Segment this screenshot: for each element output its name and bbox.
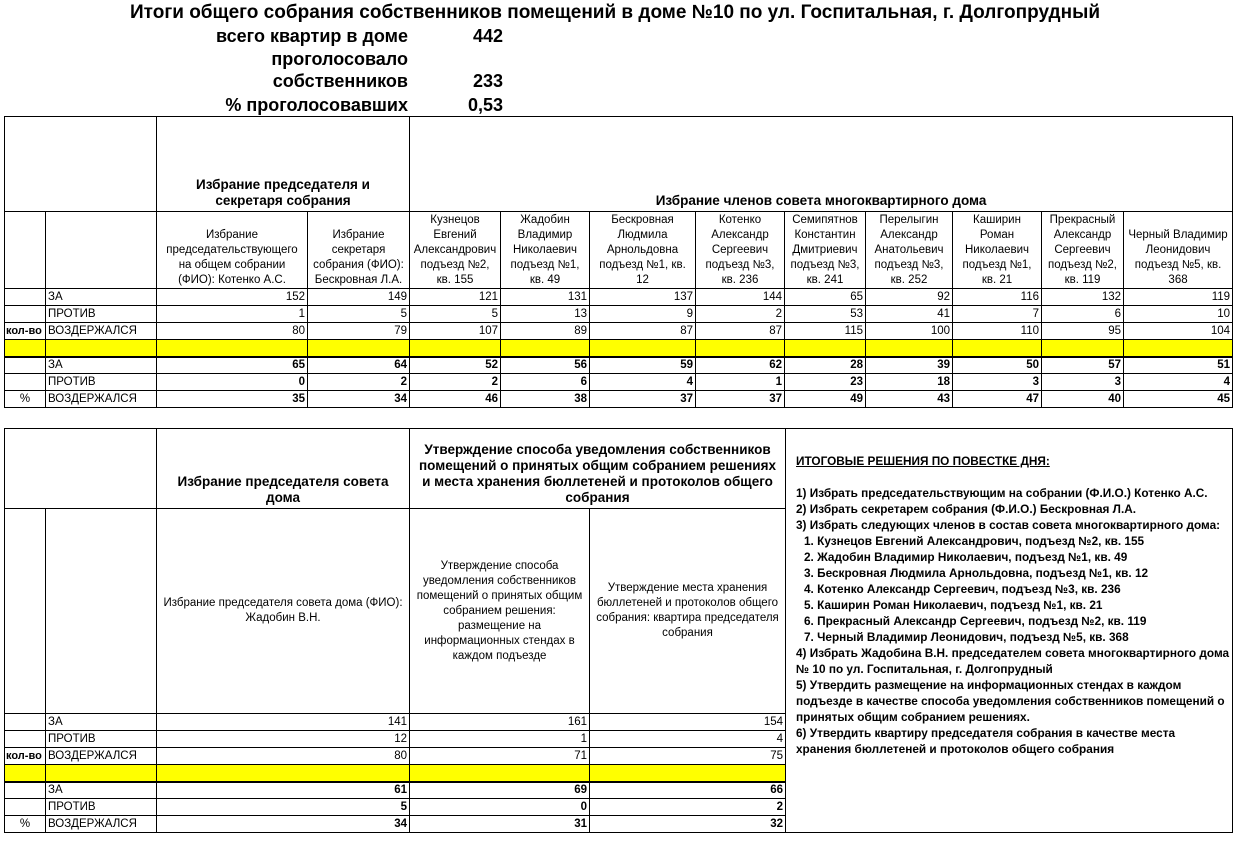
blank-cell [5, 289, 46, 306]
vote-count-cell: 87 [696, 323, 785, 340]
vote-percent-cell: 35 [157, 391, 308, 408]
vote-percent-cell: 37 [696, 391, 785, 408]
vote-percent-cell: 61 [157, 782, 410, 799]
row-label: ЗА [46, 357, 157, 374]
vote-percent-cell: 18 [866, 374, 953, 391]
row-label: ВОЗДЕРЖАЛСЯ [46, 748, 157, 765]
vote-percent-cell: 43 [866, 391, 953, 408]
voting-results-table-1 [4, 116, 1233, 408]
vote-percent-cell: 34 [157, 816, 410, 833]
decision-subitem: 3. Бескровная Людмила Арнольдовна, подъезд №1, кв. 12 [804, 566, 1149, 580]
yellow-cell [5, 765, 46, 782]
decision-item: 3) Избрать следующих членов в состав совета многоквартирного дома: [796, 518, 1221, 532]
vote-count-cell: 5 [410, 306, 501, 323]
column-header: Избрание секретаря собрания (ФИО): Бескровная Л.А. [308, 212, 410, 289]
blank-cell [46, 212, 157, 289]
vote-count-cell: 116 [953, 289, 1042, 306]
vote-count-cell: 1 [157, 306, 308, 323]
vote-count-cell: 5 [308, 306, 410, 323]
vote-percent-cell: 64 [308, 357, 410, 374]
yellow-cell [953, 340, 1042, 357]
yellow-cell [410, 765, 590, 782]
vote-percent-cell: 1 [696, 374, 785, 391]
vote-percent-cell: 4 [1124, 374, 1233, 391]
vote-count-cell: 13 [501, 306, 590, 323]
column-header: Жадобин Владимир Николаевич подъезд №1, кв. 49 [501, 212, 590, 289]
vote-count-cell: 65 [785, 289, 866, 306]
vote-count-cell: 7 [953, 306, 1042, 323]
decision-item: 2) Избрать секретарем собрания (Ф.И.О.) Бескровная Л.А. [796, 502, 1137, 516]
column-header: Кузнецов Евгений Александрович подъезд №2, кв. 155 [410, 212, 501, 289]
vote-count-cell: 115 [785, 323, 866, 340]
yellow-cell [157, 340, 308, 357]
yellow-cell [308, 340, 410, 357]
yellow-cell [501, 340, 590, 357]
blank-cell [5, 731, 46, 748]
column-header: Котенко Александр Сергеевич подъезд №3, кв. 236 [696, 212, 785, 289]
vote-percent-cell: 31 [410, 816, 590, 833]
row-label: ВОЗДЕРЖАЛСЯ [46, 391, 157, 408]
vote-percent-cell: 57 [1042, 357, 1124, 374]
vote-count-cell: 149 [308, 289, 410, 306]
vote-count-cell: 4 [590, 731, 786, 748]
vote-percent-cell: 50 [953, 357, 1042, 374]
vote-percent-cell: 4 [590, 374, 696, 391]
yellow-cell [785, 340, 866, 357]
vote-percent-cell: 69 [410, 782, 590, 799]
vote-count-cell: 6 [1042, 306, 1124, 323]
yellow-cell [1042, 340, 1124, 357]
decision-subitem: 6. Прекрасный Александр Сергеевич, подъезд №2, кв. 119 [804, 614, 1147, 628]
decision-item: 1) Избрать председательствующим на собрании (Ф.И.О.) Котенко А.С. [796, 486, 1208, 500]
vote-count-cell: 104 [1124, 323, 1233, 340]
corner-cell [5, 117, 157, 212]
group-header-council-members: Избрание членов совета многоквартирного дома [410, 117, 1233, 212]
percent-side-label: % [5, 816, 46, 833]
vote-count-cell: 132 [1042, 289, 1124, 306]
yellow-cell [46, 765, 157, 782]
vote-percent-cell: 28 [785, 357, 866, 374]
row-label: ЗА [46, 782, 157, 799]
vote-percent-cell: 2 [590, 799, 786, 816]
blank-cell [5, 799, 46, 816]
count-side-label: кол-во [5, 748, 46, 765]
column-header: Избрание председательствующего на общем собрании (ФИО): Котенко А.С. [157, 212, 308, 289]
voting-results-table-2 [4, 428, 1233, 833]
vote-percent-cell: 23 [785, 374, 866, 391]
column-header: Черный Владимир Леонидович подъезд №5, кв. 368 [1124, 212, 1233, 289]
vote-percent-cell: 3 [953, 374, 1042, 391]
vote-count-cell: 137 [590, 289, 696, 306]
vote-count-cell: 41 [866, 306, 953, 323]
vote-percent-cell: 52 [410, 357, 501, 374]
column-header: Перелыгин Александр Анатольевич подъезд №3, кв. 252 [866, 212, 953, 289]
vote-count-cell: 9 [590, 306, 696, 323]
vote-percent-cell: 59 [590, 357, 696, 374]
vote-count-cell: 161 [410, 714, 590, 731]
vote-percent-cell: 0 [157, 374, 308, 391]
decision-subitem: 5. Каширин Роман Николаевич, подъезд №1, кв. 21 [804, 598, 1103, 612]
percent-side-label: % [5, 391, 46, 408]
vote-count-cell: 144 [696, 289, 785, 306]
row-label: ВОЗДЕРЖАЛСЯ [46, 323, 157, 340]
final-decisions-title: ИТОГОВЫЕ РЕШЕНИЯ ПО ПОВЕСТКЕ ДНЯ: [796, 454, 1050, 468]
percent-voted-label: % проголосовавших [225, 95, 408, 115]
decision-item: 5) Утвердить размещение на информационных стендах в каждом подъезде в качестве способа уведомления собственников помещений о принятых общим собранием решениях. [796, 678, 1225, 724]
column-header: Каширин Роман Николаевич подъезд №1, кв. 21 [953, 212, 1042, 289]
vote-count-cell: 154 [590, 714, 786, 731]
blank-cell [5, 212, 46, 289]
yellow-cell [410, 340, 501, 357]
vote-count-cell: 75 [590, 748, 786, 765]
vote-count-cell: 71 [410, 748, 590, 765]
column-header: Прекрасный Александр Сергеевич подъезд №2, кв. 119 [1042, 212, 1124, 289]
decision-subitem: 7. Черный Владимир Леонидович, подъезд №5, кв. 368 [804, 630, 1129, 644]
vote-count-cell: 87 [590, 323, 696, 340]
group-header-notification: Утверждение способа уведомления собственников помещений о принятых общим собранием решениях и места хранения бюллетеней и протоколов общего собрания [410, 429, 786, 509]
vote-percent-cell: 49 [785, 391, 866, 408]
blank-cell [5, 714, 46, 731]
vote-count-cell: 2 [696, 306, 785, 323]
vote-percent-cell: 66 [590, 782, 786, 799]
vote-percent-cell: 46 [410, 391, 501, 408]
row-label: ПРОТИВ [46, 731, 157, 748]
count-side-label: кол-во [5, 323, 46, 340]
vote-count-cell: 1 [410, 731, 590, 748]
vote-percent-cell: 47 [953, 391, 1042, 408]
corner-cell [5, 429, 157, 509]
group-header-council-chair: Избрание председателя совета дома [157, 429, 410, 509]
vote-percent-cell: 51 [1124, 357, 1233, 374]
blank-cell [5, 782, 46, 799]
blank-cell [5, 357, 46, 374]
yellow-cell [5, 340, 46, 357]
vote-count-cell: 95 [1042, 323, 1124, 340]
vote-count-cell: 152 [157, 289, 308, 306]
vote-count-cell: 89 [501, 323, 590, 340]
vote-percent-cell: 2 [308, 374, 410, 391]
vote-percent-cell: 39 [866, 357, 953, 374]
vote-percent-cell: 65 [157, 357, 308, 374]
row-label: ПРОТИВ [46, 374, 157, 391]
yellow-cell [590, 340, 696, 357]
vote-percent-cell: 40 [1042, 391, 1124, 408]
decision-subitem: 1. Кузнецов Евгений Александрович, подъезд №2, кв. 155 [804, 534, 1145, 548]
vote-percent-cell: 32 [590, 816, 786, 833]
vote-percent-cell: 6 [501, 374, 590, 391]
yellow-cell [1124, 340, 1233, 357]
vote-percent-cell: 38 [501, 391, 590, 408]
vote-count-cell: 92 [866, 289, 953, 306]
vote-percent-cell: 0 [410, 799, 590, 816]
blank-cell [5, 374, 46, 391]
row-label: ПРОТИВ [46, 799, 157, 816]
percent-voted-value: 0,53 [467, 95, 503, 115]
column-header-notification-method: Утверждение способа уведомления собственников помещений о принятых общим собранием решения: размещение на информационных стендах в каждом подъезде [410, 509, 590, 714]
decision-subitem: 4. Котенко Александр Сергеевич, подъезд №3, кв. 236 [804, 582, 1121, 596]
vote-percent-cell: 56 [501, 357, 590, 374]
decision-item: 4) Избрать Жадобина В.Н. председателем совета многоквартирного дома № 10 по ул. Госпитальная, г. Долгопрудный [796, 646, 1230, 676]
decision-subitem: 2. Жадобин Владимир Николаевич, подъезд №1, кв. 49 [804, 550, 1128, 564]
blank-cell [5, 509, 46, 714]
vote-count-cell: 53 [785, 306, 866, 323]
vote-count-cell: 79 [308, 323, 410, 340]
yellow-cell [46, 340, 157, 357]
total-flats-label: всего квартир в доме [216, 26, 408, 46]
blank-cell [46, 509, 157, 714]
decision-item: 6) Утвердить квартиру председателя собрания в качестве места хранения бюллетеней и протоколов общего собрания [796, 726, 1176, 756]
yellow-cell [696, 340, 785, 357]
group-header-chair-secretary: Избрание председателя и секретаря собрания [157, 117, 410, 212]
vote-percent-cell: 62 [696, 357, 785, 374]
vote-percent-cell: 3 [1042, 374, 1124, 391]
voted-label-line2: собственников [272, 71, 408, 91]
column-header-council-chair: Избрание председателя совета дома (ФИО): Жадобин В.Н. [157, 509, 410, 714]
vote-count-cell: 107 [410, 323, 501, 340]
row-label: ПРОТИВ [46, 306, 157, 323]
voted-value: 233 [472, 71, 503, 91]
vote-percent-cell: 45 [1124, 391, 1233, 408]
vote-percent-cell: 2 [410, 374, 501, 391]
row-label: ЗА [46, 714, 157, 731]
page-title: Итоги общего собрания собственников помещений в доме №10 по ул. Госпитальная, г. Долгопрудный [130, 2, 1100, 23]
vote-count-cell: 141 [157, 714, 410, 731]
vote-count-cell: 12 [157, 731, 410, 748]
vote-count-cell: 10 [1124, 306, 1233, 323]
yellow-cell [157, 765, 410, 782]
row-label: ЗА [46, 289, 157, 306]
vote-count-cell: 110 [953, 323, 1042, 340]
blank-cell [5, 306, 46, 323]
vote-count-cell: 80 [157, 748, 410, 765]
vote-percent-cell: 37 [590, 391, 696, 408]
voted-label-line1: проголосовало [271, 49, 408, 69]
total-flats-value: 442 [472, 26, 503, 46]
vote-percent-cell: 5 [157, 799, 410, 816]
column-header: Бескровная Людмила Арнольдовна подъезд №1, кв. 12 [590, 212, 696, 289]
row-label: ВОЗДЕРЖАЛСЯ [46, 816, 157, 833]
vote-count-cell: 121 [410, 289, 501, 306]
vote-count-cell: 131 [501, 289, 590, 306]
yellow-cell [590, 765, 786, 782]
column-header-storage-place: Утверждение места хранения бюллетеней и протоколов общего собрания: квартира председателя собрания [590, 509, 786, 714]
final-decisions-panel [786, 429, 1233, 833]
column-header: Семипятнов Константин Дмитриевич подъезд №3, кв. 241 [785, 212, 866, 289]
vote-count-cell: 100 [866, 323, 953, 340]
vote-count-cell: 119 [1124, 289, 1233, 306]
yellow-cell [866, 340, 953, 357]
vote-count-cell: 80 [157, 323, 308, 340]
vote-percent-cell: 34 [308, 391, 410, 408]
